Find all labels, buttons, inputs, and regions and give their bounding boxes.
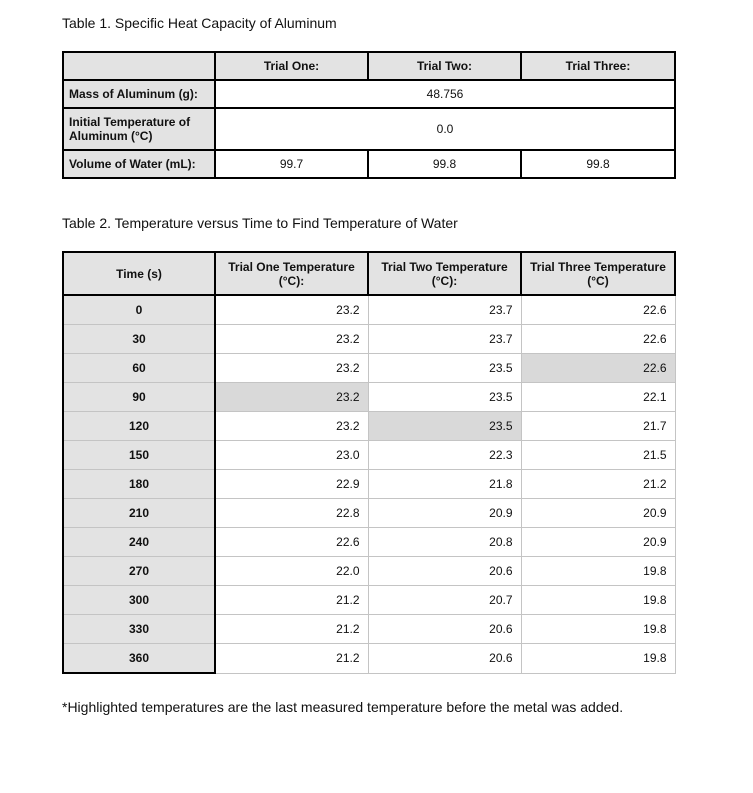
trial-one-cell: 23.2 bbox=[215, 354, 368, 383]
trial-one-cell: 23.2 bbox=[215, 412, 368, 441]
table1-caption: Table 1. Specific Heat Capacity of Aluminum bbox=[62, 15, 337, 31]
trial-two-cell-highlighted: 23.5 bbox=[368, 412, 521, 441]
trial-one-cell: 21.2 bbox=[215, 615, 368, 644]
trial-two-cell: 20.7 bbox=[368, 586, 521, 615]
time-cell: 360 bbox=[63, 644, 215, 674]
time-cell: 300 bbox=[63, 586, 215, 615]
trial-two-cell: 23.7 bbox=[368, 295, 521, 325]
time-cell: 60 bbox=[63, 354, 215, 383]
table-row bbox=[63, 383, 675, 412]
trial-two-cell: 20.6 bbox=[368, 557, 521, 586]
trial-one-cell: 22.0 bbox=[215, 557, 368, 586]
volume-trial-one: 99.7 bbox=[215, 150, 368, 178]
trial-one-cell: 21.2 bbox=[215, 586, 368, 615]
trial-three-cell: 19.8 bbox=[521, 557, 675, 586]
mass-label: Mass of Aluminum (g): bbox=[63, 80, 215, 108]
table2-header-time: Time (s) bbox=[63, 252, 215, 295]
trial-two-cell: 20.6 bbox=[368, 615, 521, 644]
table2-caption: Table 2. Temperature versus Time to Find Temperature of Water bbox=[62, 215, 458, 231]
trial-three-cell: 20.9 bbox=[521, 499, 675, 528]
volume-label: Volume of Water (mL): bbox=[63, 150, 215, 178]
table-row bbox=[63, 615, 675, 644]
trial-two-cell: 20.9 bbox=[368, 499, 521, 528]
table-row bbox=[63, 528, 675, 557]
trial-one-cell: 23.0 bbox=[215, 441, 368, 470]
time-cell: 120 bbox=[63, 412, 215, 441]
table-row bbox=[63, 354, 675, 383]
initial-temp-label: Initial Temperature of Aluminum (°C) bbox=[63, 108, 215, 150]
trial-one-cell-highlighted: 23.2 bbox=[215, 383, 368, 412]
trial-two-cell: 22.3 bbox=[368, 441, 521, 470]
table-row bbox=[63, 586, 675, 615]
time-cell: 180 bbox=[63, 470, 215, 499]
trial-one-cell: 23.2 bbox=[215, 325, 368, 354]
trial-three-cell-highlighted: 22.6 bbox=[521, 354, 675, 383]
initial-temp-value: 0.0 bbox=[215, 108, 675, 150]
table2-header-trial-three: Trial Three Temperature (°C) bbox=[521, 252, 675, 295]
trial-one-cell: 22.8 bbox=[215, 499, 368, 528]
trial-three-cell: 20.9 bbox=[521, 528, 675, 557]
table-row bbox=[63, 325, 675, 354]
time-cell: 270 bbox=[63, 557, 215, 586]
trial-three-cell: 22.6 bbox=[521, 295, 675, 325]
trial-two-cell: 20.8 bbox=[368, 528, 521, 557]
highlight-note: *Highlighted temperatures are the last measured temperature before the metal was added. bbox=[62, 699, 624, 715]
time-cell: 210 bbox=[63, 499, 215, 528]
trial-three-cell: 21.5 bbox=[521, 441, 675, 470]
table1-row-mass bbox=[63, 80, 675, 108]
time-cell: 90 bbox=[63, 383, 215, 412]
trial-one-cell: 22.9 bbox=[215, 470, 368, 499]
table-row bbox=[63, 295, 675, 325]
trial-two-cell: 23.5 bbox=[368, 383, 521, 412]
time-cell: 150 bbox=[63, 441, 215, 470]
trial-two-cell: 21.8 bbox=[368, 470, 521, 499]
trial-three-cell: 21.7 bbox=[521, 412, 675, 441]
trial-two-cell: 23.7 bbox=[368, 325, 521, 354]
volume-trial-three: 99.8 bbox=[521, 150, 675, 178]
table1-header-row bbox=[63, 52, 675, 80]
table-row bbox=[63, 441, 675, 470]
time-cell: 330 bbox=[63, 615, 215, 644]
trial-three-cell: 19.8 bbox=[521, 586, 675, 615]
table1-header-trial-one: Trial One: bbox=[215, 52, 368, 80]
trial-three-cell: 22.6 bbox=[521, 325, 675, 354]
table1-header-corner bbox=[63, 52, 215, 80]
table-row bbox=[63, 412, 675, 441]
table-row bbox=[63, 499, 675, 528]
trial-one-cell: 21.2 bbox=[215, 644, 368, 674]
trial-two-cell: 23.5 bbox=[368, 354, 521, 383]
time-cell: 240 bbox=[63, 528, 215, 557]
trial-three-cell: 19.8 bbox=[521, 615, 675, 644]
table-row bbox=[63, 557, 675, 586]
time-cell: 0 bbox=[63, 295, 215, 325]
table2-header-trial-one: Trial One Temperature (°C): bbox=[215, 252, 368, 295]
time-cell: 30 bbox=[63, 325, 215, 354]
table-row bbox=[63, 644, 675, 674]
table-row bbox=[63, 470, 675, 499]
trial-one-cell: 23.2 bbox=[215, 295, 368, 325]
trial-one-cell: 22.6 bbox=[215, 528, 368, 557]
table1-header-trial-three: Trial Three: bbox=[521, 52, 675, 80]
trial-three-cell: 19.8 bbox=[521, 644, 675, 674]
temperature-time-table bbox=[62, 251, 676, 674]
table1-row-initial-temp bbox=[63, 108, 675, 150]
table2-header-trial-two: Trial Two Temperature (°C): bbox=[368, 252, 521, 295]
trial-three-cell: 21.2 bbox=[521, 470, 675, 499]
trial-two-cell: 20.6 bbox=[368, 644, 521, 674]
table2-header-row bbox=[63, 252, 675, 295]
table1-row-volume bbox=[63, 150, 675, 178]
volume-trial-two: 99.8 bbox=[368, 150, 521, 178]
mass-value: 48.756 bbox=[215, 80, 675, 108]
specific-heat-table bbox=[62, 51, 676, 179]
table1-header-trial-two: Trial Two: bbox=[368, 52, 521, 80]
trial-three-cell: 22.1 bbox=[521, 383, 675, 412]
